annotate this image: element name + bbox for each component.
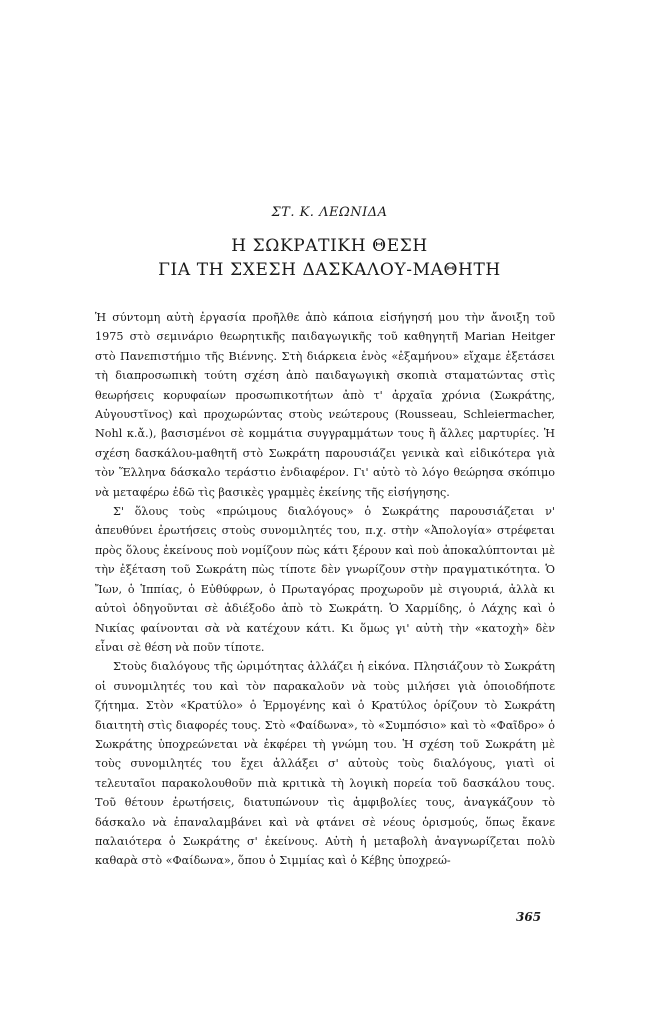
article-title-line-1: Η ΣΩΚΡΑΤΙΚΗ ΘΕΣΗ — [231, 236, 428, 256]
article-body — [95, 308, 555, 871]
author-name: ΣΤ. Κ. ΛΕΩΝΙΔΑ — [271, 205, 388, 220]
paragraph-early-dialogues: Σ' ὅλους τοὺς «πρώιμους διαλόγους» ὁ Σωκράτης παρουσιάζεται ν' ἀπευθύνει ἐρωτήσεις στοὺς συνομιλητές του, π.χ. στὴν «Ἀπολογία» στρέφεται πρὸς ὅλους ἐκείνους ποὺ νομίζουν πὼς κάτι ξέρουν καὶ ποὺ ἀποκαλύπτονται μὲ τὴν ἐξέταση τοῦ Σωκράτη πὼς τίποτε δὲν γνωρίζουν στὴν πραγματικότητα. Ὁ Ἴων, ὁ Ἱππίας, ὁ Εὐθύφρων, ὁ Πρωταγόρας προχωροῦν μὲ σιγουριά, ἀλλὰ κι αὐτοὶ ὁδηγοῦνται σὲ ἀδιέξοδο ἀπὸ τὸ Σωκράτη. Ὁ Χαρμίδης, ὁ Λάχης καὶ ὁ Νικίας φαίνονται σὰ νὰ κατέχουν κάτι. Κι ὅμως γι' αὐτὴ τὴν «κατοχὴ» δὲν εἶναι σὲ θέση νὰ ποῦν τίποτε. — [95, 505, 555, 654]
paragraph-mature-dialogues: Στοὺς διαλόγους τῆς ὡριμότητας ἀλλάζει ἡ εἰκόνα. Πλησιάζουν τὸ Σωκράτη οἱ συνομιλητές του καὶ τὸν παρακαλοῦν νὰ τοὺς μιλήσει γιὰ ὁποιοδήποτε ζήτημα. Στὸν «Κρατύλο» ὁ Ἑρμογένης καὶ ὁ Κρατύλος ὁρίζουν τὸ Σωκράτη διαιτητὴ στὶς διαφορές τους. Στὸ «Φαίδωνα», τὸ «Συμπόσιο» καὶ τὸ «Φαῖδρο» ὁ Σωκράτης ὑποχρεώνεται νὰ ἐκφέρει τὴ γνώμη του. Ἡ σχέση τοῦ Σωκράτη μὲ τοὺς συνομιλητές του ἔχει ἀλλάξει σ' αὐτοὺς τοὺς διαλόγους, γιατὶ οἱ τελευταῖοι παρακολουθοῦν πιὰ κριτικὰ τὴ λογικὴ πορεία τοῦ δασκάλου τους. Τοῦ θέτουν ἐρωτήσεις, διατυπώνουν τὶς ἀμφιβολίες τους, ἀναγκάζουν τὸ δάσκαλο νὰ ἐπαναλαμβάνει καὶ νὰ φτάνει σὲ νέους ὁρισμούς, ὅπως ἔκανε παλαιότερα ὁ Σωκράτης σ' ἐκείνους. Αὐτὴ ἡ μεταβολὴ ἀναγνωρίζεται πολὺ καθαρὰ στὸ «Φαίδωνα», ὅπου ὁ Σιμμίας καὶ ὁ Κέβης ὑποχρεώ- — [95, 660, 555, 868]
page-number: 365 — [516, 910, 542, 924]
article-title — [0, 234, 659, 282]
article-title-line-2: ΓΙΑ ΤΗ ΣΧΕΣΗ ΔΑΣΚΑΛΟΥ-ΜΑΘΗΤΗ — [158, 260, 501, 280]
paragraph-introduction: Ἡ σύντομη αὐτὴ ἐργασία προῆλθε ἀπὸ κάποια εἰσήγησή μου τὴν ἄνοιξη τοῦ 1975 στὸ σεμινάριο θεωρητικῆς παιδαγωγικῆς τοῦ καθηγητῆ Marian Heitger στὸ Πανεπιστήμιο τῆς Βιέννης. Στὴ διάρκεια ἑνὸς «ἑξαμήνου» εἴχαμε ἐξετάσει τὴ διαπροσωπικὴ τούτη σχέση ἀπὸ παιδαγωγικὴ σκοπιὰ σταματώντας στὶς θεωρήσεις κορυφαίων προσωπικοτήτων ἀπὸ τ' ἀρχαῖα χρόνια (Σωκράτης, Αὐγουστῖνος) καὶ προχωρώντας στοὺς νεώτερους (Rousseau, Schleiermacher, Nohl κ.ἄ.), βασισμένοι σὲ κομμάτια συγγραμμάτων τους ἢ ἄλλες μαρτυρίες. Ἡ σχέση δασκάλου-μαθητῆ στὸ Σωκράτη παρουσιάζει γενικὰ καὶ εἰδικότερα γιὰ τὸν Ἕλληνα δάσκαλο τεράστιο ἐνδιαφέρον. Γι' αὐτὸ τὸ λόγο θεώρησα σκόπιμο νὰ μεταφέρω ἐδῶ τὶς βασικὲς γραμμὲς ἐκείνης τῆς εἰσήγησης. — [95, 311, 555, 499]
